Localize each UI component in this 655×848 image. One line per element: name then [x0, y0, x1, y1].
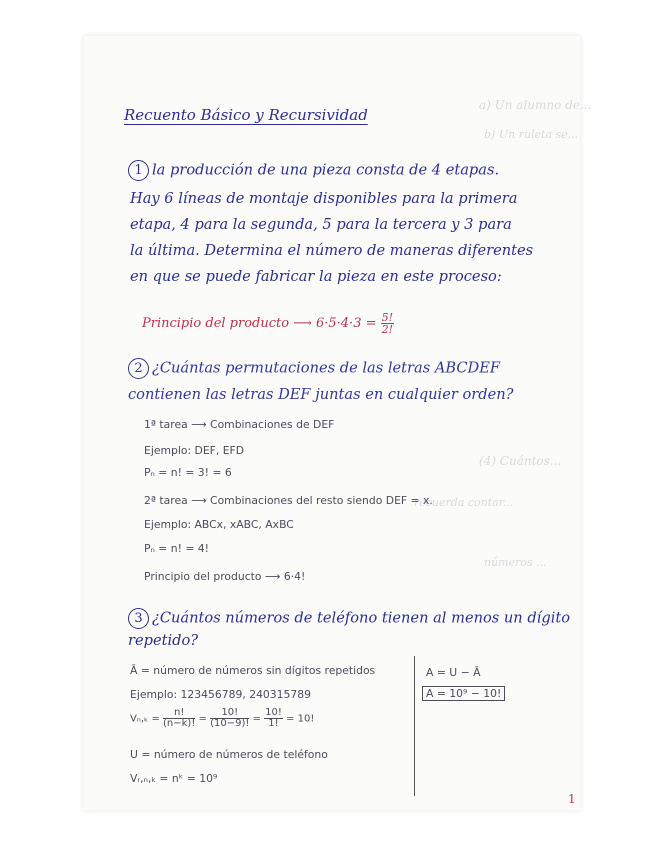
q3-work-4: Vᵣ,ₙ,ₖ = nᵏ = 10⁹ [130, 772, 218, 785]
q2-text-1: ¿Cuántas permutaciones de las letras ABCDEF [152, 359, 500, 377]
ghost-text-1: a) Un alumno de... [479, 98, 592, 112]
q3-work-3: U = número de números de teléfono [130, 748, 328, 761]
q2-number: 2 [128, 358, 149, 379]
side-divider [414, 656, 415, 796]
q3-vnk-f1-den: (n−k)! [163, 718, 196, 729]
q1-number: 1 [128, 160, 149, 181]
q2-work-3: Pₙ = n! = 3! = 6 [144, 466, 232, 479]
q1-line-1 [128, 160, 499, 181]
q2-line-2: contienen las letras DEF juntas en cualquier orden? [128, 386, 514, 403]
q3-vnk-label: Vₙ,ₖ = [130, 713, 160, 725]
q2-work-1: 1ª tarea ⟶ Combinaciones de DEF [144, 418, 335, 431]
q2-work-7: Principio del producto ⟶ 6·4! [144, 570, 306, 583]
q1-answer-expr: 6·5·4·3 = [315, 316, 377, 331]
q2-work-2: Ejemplo: DEF, EFD [144, 444, 245, 457]
q3-vnk-frac-2 [210, 708, 249, 729]
q1-line-3: etapa, 4 para la segunda, 5 para la tercera y 3 para [130, 216, 512, 233]
q2-work-6: Pₙ = n! = 4! [144, 542, 210, 555]
q1-answer-label: Principio del producto [142, 316, 290, 331]
ghost-text-3: recuerda contar... [414, 496, 514, 509]
q3-side-1: A = U − Ā [426, 666, 481, 679]
q3-side-2: A = 10⁹ − 10! [422, 686, 505, 701]
ghost-text-4: (4) Cuántos... [479, 454, 562, 468]
q1-answer-den: 2! [381, 323, 394, 336]
q3-text-1: ¿Cuántos números de teléfono tienen al menos un dígito [152, 609, 571, 627]
q1-line-2: Hay 6 líneas de montaje disponibles para la primera [130, 190, 518, 207]
page-title: Recuento Básico y Recursividad [124, 106, 368, 124]
q3-vnk-formula: Vₙ,ₖ = $\frac{n!}{(n-k)!}$ = $\frac{10!}{(10-9)!}$ = $\frac{10!}{1!}$ = 10! [130, 707, 315, 729]
q2-work-5: Ejemplo: ABCx, xABC, AxBC [144, 518, 294, 531]
ghost-text-5: números ... [484, 556, 547, 569]
q1-answer [142, 312, 394, 335]
q3-vnk-f2-num: 10! [210, 708, 249, 719]
q3-vnk-f2-den: (10−9)! [210, 718, 250, 729]
ghost-text-2: b) Un ruleta se... [484, 128, 579, 141]
q3-vnk-frac-1 [163, 708, 195, 729]
q1-answer-arrow: ⟶ [293, 316, 312, 331]
q1-text-1: la producción de una pieza consta de 4 etapas. [152, 161, 500, 179]
q3-work-1: Ā = número de números sin dígitos repetidos [130, 664, 376, 677]
page-number: 1 [568, 792, 576, 806]
q3-vnk-frac-3 [264, 708, 283, 729]
q2-work-4: 2ª tarea ⟶ Combinaciones del resto siendo DEF = x. [144, 494, 433, 507]
q1-answer-num: 5! [381, 311, 394, 324]
q3-vnk-f1-num: n! [163, 708, 195, 719]
q3-vnk-f3-num: 10! [265, 707, 282, 718]
q3-vnk-tail: = 10! [286, 713, 315, 725]
q2-line-1 [128, 358, 500, 379]
q1-line-4: la última. Determina el número de maneras diferentes [130, 242, 534, 259]
q3-work-2: Ejemplo: 123456789, 240315789 [130, 688, 312, 701]
q1-line-5: en que se puede fabricar la pieza en este proceso: [130, 268, 502, 285]
q3-vnk-f3-den: 1! [268, 718, 279, 729]
notebook-page [84, 36, 592, 810]
q3-number: 3 [128, 608, 149, 629]
q1-answer-fraction [381, 312, 394, 335]
q3-line-1 [128, 608, 570, 629]
q3-line-2: repetido? [128, 632, 199, 649]
